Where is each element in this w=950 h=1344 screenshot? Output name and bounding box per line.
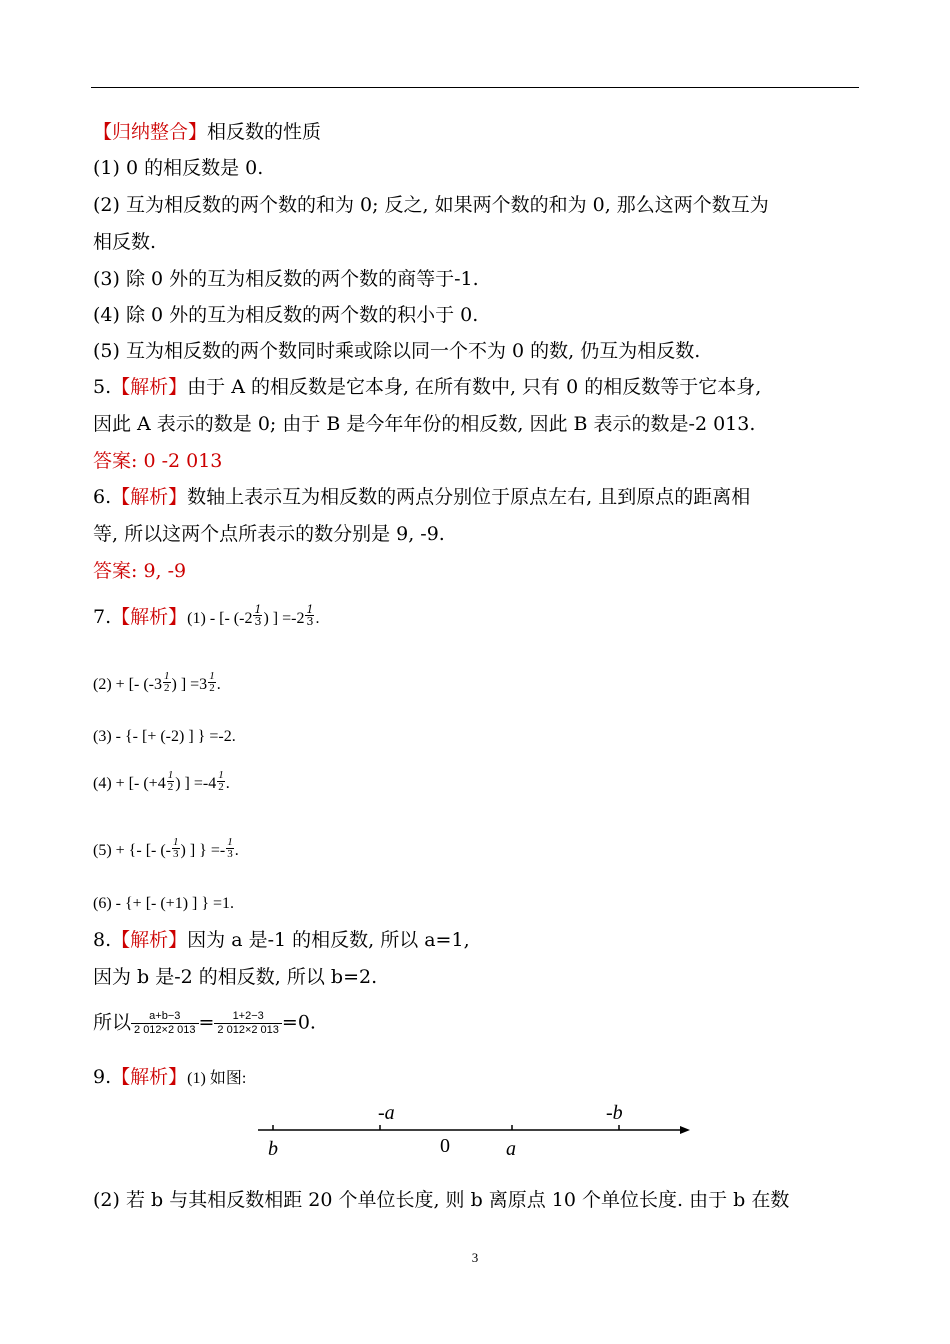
q7-expr1: (1) - [- (-2 bbox=[187, 610, 253, 627]
q5-number: 5. bbox=[93, 376, 112, 398]
q6-text: 数轴上表示互为相反数的两点分别位于原点左右, 且到原点的距离相 bbox=[187, 486, 751, 508]
label-a: a bbox=[506, 1138, 516, 1160]
q7-expr2: (2) + [- (-3 $\frac{1}{2}$ ) ] =3 $\frac{1}{2}$ . bbox=[93, 669, 221, 694]
q7-tag: 【解析】 bbox=[111, 606, 188, 628]
summary-item: (4) 除 0 外的互为相反数的两个数的积小于 0. bbox=[93, 304, 479, 326]
summary-item: (2) 互为相反数的两个数的和为 0; 反之, 如果两个数的和为 0, 那么这两个数互为 bbox=[93, 194, 769, 216]
summary-item: (1) 0 的相反数是 0. bbox=[93, 157, 264, 179]
fraction: $\frac{1}{2}$ bbox=[167, 768, 174, 793]
fraction: $\frac{1}{2}$ bbox=[164, 669, 170, 694]
q9-intro: (1) 如图: bbox=[187, 1070, 247, 1087]
fraction: $\frac{1}{3}$ bbox=[227, 835, 233, 860]
q9-tag: 【解析】 bbox=[111, 1066, 188, 1088]
fraction: $\frac{1}{2}$ bbox=[209, 669, 215, 694]
q5-line2: 因此 A 表示的数是 0; 由于 B 是今年年份的相反数, 因此 B 表示的数是-2 013. bbox=[93, 413, 756, 435]
fraction: $\frac{1}{2}$ bbox=[218, 768, 224, 793]
fraction: $\frac{1}{3}$ bbox=[254, 602, 262, 628]
fraction: $\frac{1+2-3}{2 012\times 2 013}$ bbox=[214, 1010, 281, 1037]
summary-heading bbox=[93, 120, 321, 144]
q6-line1 bbox=[93, 485, 750, 509]
summary-tag: 【归纳整合】 bbox=[93, 121, 208, 143]
fraction: $\frac{1}{3}$ bbox=[306, 602, 314, 628]
label-neg-a: -a bbox=[378, 1102, 395, 1124]
summary-item: 相反数. bbox=[93, 231, 157, 253]
label-b: b bbox=[268, 1138, 278, 1160]
q6-number: 6. bbox=[93, 486, 112, 508]
summary-item: (3) 除 0 外的互为相反数的两个数的商等于-1. bbox=[93, 268, 479, 290]
q8-line1 bbox=[93, 928, 470, 952]
summary-item: (5) 互为相反数的两个数同时乘或除以同一个不为 0 的数, 仍互为相反数. bbox=[93, 340, 701, 362]
q9-number: 9. bbox=[93, 1066, 112, 1088]
q8-line3: 所以 $\frac{a+b-3}{2 012\times 2 013}$ = $\frac{1+2-3}{2 012\times 2 013}$ =0. bbox=[93, 1010, 316, 1036]
q7-expr3: (3) - {- [+ (-2) ] } =-2. bbox=[93, 728, 236, 745]
q8-number: 8. bbox=[93, 929, 112, 951]
page-number: 3 bbox=[471, 1250, 479, 1265]
q5-tag: 【解析】 bbox=[111, 376, 188, 398]
q8-line2: 因为 b 是-2 的相反数, 所以 b=2. bbox=[93, 966, 378, 988]
fraction: $\frac{a+b-3}{2 012\times 2 013}$ bbox=[131, 1010, 198, 1037]
summary-title: 相反数的性质 bbox=[207, 121, 322, 143]
q5-text: 由于 A 的相反数是它本身, 在所有数中, 只有 0 的相反数等于它本身, bbox=[187, 376, 762, 398]
axis-arrow-icon bbox=[680, 1126, 690, 1134]
q7-expr4: (4) + [- (+4 $\frac{1}{2}$ ) ] =-4 $\frac{1}{2}$ . bbox=[93, 768, 230, 793]
label-zero: 0 bbox=[440, 1135, 450, 1157]
q8-tag: 【解析】 bbox=[111, 929, 188, 951]
q7-line1: 7.【解析】(1) - [- (-2 $\frac{1}{3}$ ) ] =-2 $\frac{1}{3}$ . bbox=[93, 602, 320, 628]
q7-expr6: (6) - {+ [- (+1) ] } =1. bbox=[93, 895, 235, 912]
q9-line1 bbox=[93, 1065, 246, 1091]
label-neg-b: -b bbox=[606, 1102, 623, 1124]
q5-line1 bbox=[93, 375, 761, 399]
number-line-diagram bbox=[250, 1095, 700, 1165]
q6-line2: 等, 所以这两个点所表示的数分别是 9, -9. bbox=[93, 523, 445, 545]
q8-text: 因为 a 是-1 的相反数, 所以 a=1, bbox=[187, 929, 470, 951]
q6-answer: 答案: 9, -9 bbox=[93, 560, 187, 582]
q7-number: 7. bbox=[93, 606, 112, 628]
q9-part2: (2) 若 b 与其相反数相距 20 个单位长度, 则 b 离原点 10 个单位长度. 由于 b 在数 bbox=[93, 1189, 790, 1211]
q7-expr5: (5) + {- [- (- $\frac{1}{3}$ ) ] } =- $\frac{1}{3}$ . bbox=[93, 835, 239, 860]
q5-answer: 答案: 0 -2 013 bbox=[93, 450, 223, 472]
fraction: $\frac{1}{3}$ bbox=[173, 835, 179, 860]
q6-tag: 【解析】 bbox=[111, 486, 188, 508]
header-rule bbox=[91, 87, 859, 88]
